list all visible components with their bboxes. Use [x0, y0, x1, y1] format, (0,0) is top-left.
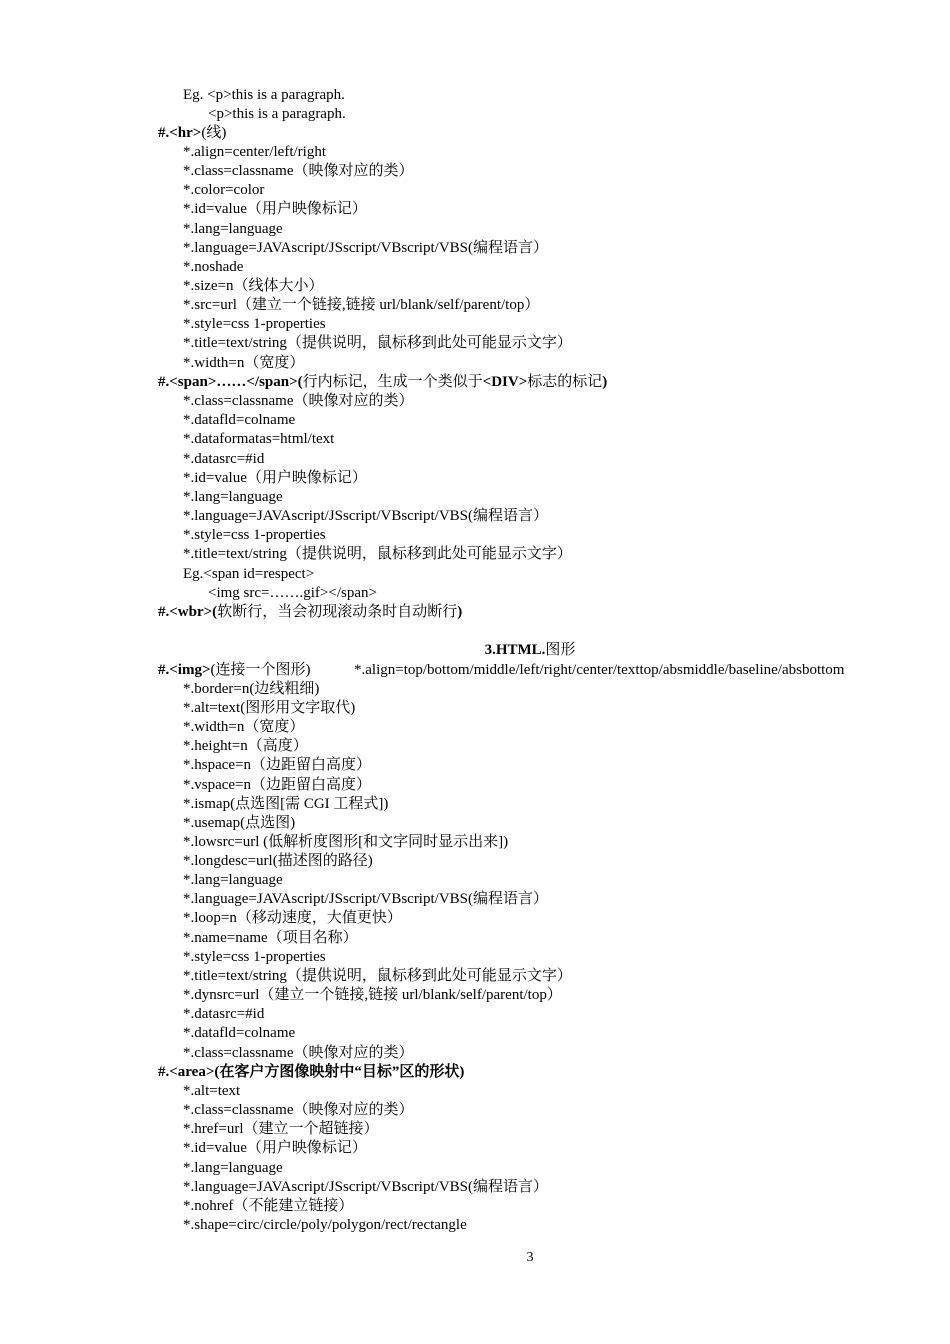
attribute-line: *.datafld=colname [183, 1025, 296, 1041]
attribute-line: *.language=JAVAscript/JSscript/VBscript/VBS(编程语言） [183, 1179, 548, 1195]
attribute-line: *.vspace=n（边距留白高度） [183, 777, 372, 793]
section-number: 3.HTML. [484, 642, 546, 658]
attribute-line: *.title=text/string（提供说明，鼠标移到此处可能显示文字） [183, 968, 572, 984]
text-line: Eg. <p>this is a paragraph. [183, 87, 345, 103]
text-line: <img src=…….gif></span> [208, 585, 377, 601]
attribute-line: *.height=n（高度） [183, 738, 308, 754]
text-line: <p>this is a paragraph. [208, 106, 346, 122]
attribute-line: *.id=value（用户映像标记） [183, 1140, 367, 1156]
section-title [0, 641, 950, 660]
attribute-line: *.size=n（线体大小） [183, 278, 324, 294]
attribute-line: *.datasrc=#id [183, 1006, 265, 1022]
attribute-line: *.ismap(点选图[需 CGI 工程式]) [183, 796, 389, 812]
tag-name: #.<area> [158, 1064, 215, 1080]
attribute-line: *.src=url（建立一个链接,链接 url/blank/self/parent/top） [183, 297, 540, 313]
attribute-line: *.lang=language [183, 872, 283, 888]
tag-desc-end: 标志的标记 [527, 374, 603, 390]
attribute-line: *.alt=text(图形用文字取代) [183, 700, 356, 716]
attribute-line: *.class=classname（映像对应的类） [183, 393, 414, 409]
tag-ref: <DIV> [482, 374, 528, 390]
tag-desc: (线) [201, 125, 227, 141]
text-line: Eg.<span id=respect> [183, 566, 315, 582]
attribute-line: *.longdesc=url(描述图的路径) [183, 853, 373, 869]
attribute-line: *.class=classname（映像对应的类） [183, 1045, 414, 1061]
tag-desc: (在客户方图像映射中“目标”区的形状) [214, 1064, 465, 1080]
attribute-line: *.hspace=n（边距留白高度） [183, 757, 372, 773]
attribute-line: *.style=css 1-properties [183, 316, 326, 332]
attribute-line: *.shape=circ/circle/poly/polygon/rect/rectangle [183, 1217, 467, 1233]
tag-desc: 行内标记，生成一个类似于 [302, 374, 483, 390]
attribute-line: *.nohref（不能建立链接） [183, 1198, 354, 1214]
tag-heading-hr [158, 124, 226, 143]
attribute-line: *.language=JAVAscript/JSscript/VBscript/VBS(编程语言） [183, 891, 548, 907]
attribute-line: *.lowsrc=url (低解析度图形[和文字同时显示出来]) [183, 834, 509, 850]
attribute-line: *.loop=n（移动速度，大值更快） [183, 910, 402, 926]
attribute-line: *.class=classname（映像对应的类） [183, 163, 414, 179]
attribute-line: *.title=text/string（提供说明，鼠标移到此处可能显示文字） [183, 546, 572, 562]
tag-desc: 软断行，当会初现滚动条时自动断行 [217, 604, 458, 620]
attribute-line: *.id=value（用户映像标记） [183, 470, 367, 486]
attribute-line: *.style=css 1-properties [183, 949, 326, 965]
tag-heading-wbr [158, 603, 462, 622]
tag-name: #.<img> [158, 662, 211, 678]
attribute-line: *.width=n（宽度） [183, 719, 305, 735]
attribute-line: *.dynsrc=url（建立一个链接,链接 url/blank/self/parent/top） [183, 987, 562, 1003]
attribute-line: *.width=n（宽度） [183, 355, 305, 371]
tag-desc: (连接一个图形) [210, 662, 311, 678]
attribute-line: *.language=JAVAscript/JSscript/VBscript/VBS(编程语言） [183, 240, 548, 256]
attribute-line: *.title=text/string（提供说明，鼠标移到此处可能显示文字） [183, 335, 572, 351]
tag-close: ) [457, 604, 463, 620]
attribute-line: *.datasrc=#id [183, 451, 265, 467]
attribute-line: *.align=top/bottom/middle/left/right/center/texttop/absmiddle/baseline/absbottom [354, 662, 845, 678]
attribute-line: *.lang=language [183, 1160, 283, 1176]
attribute-line: *.border=n(边线粗细) [183, 681, 320, 697]
attribute-line: *.name=name（项目名称） [183, 930, 358, 946]
attribute-line: *.alt=text [183, 1083, 241, 1099]
section-name: 图形 [545, 642, 576, 658]
page-number: 3 [526, 1250, 534, 1265]
attribute-line: *.class=classname（映像对应的类） [183, 1102, 414, 1118]
attribute-line: *.dataformatas=html/text [183, 431, 335, 447]
tag-close: ) [602, 374, 608, 390]
tag-heading-area [158, 1063, 464, 1082]
tag-heading-span [158, 373, 607, 392]
attribute-line: *.color=color [183, 182, 265, 198]
tag-heading-img [158, 661, 311, 680]
attribute-line: *.noshade [183, 259, 244, 275]
attribute-line: *.datafld=colname [183, 412, 296, 428]
tag-name: #.<span>……</span>( [158, 374, 303, 390]
tag-name: #.<hr> [158, 125, 202, 141]
attribute-line: *.lang=language [183, 489, 283, 505]
attribute-line: *.align=center/left/right [183, 144, 326, 160]
attribute-line: *.usemap(点选图) [183, 815, 296, 831]
attribute-line: *.style=css 1-properties [183, 527, 326, 543]
attribute-line: *.lang=language [183, 221, 283, 237]
tag-name: #.<wbr>( [158, 604, 218, 620]
attribute-line: *.href=url（建立一个超链接） [183, 1121, 379, 1137]
attribute-line: *.id=value（用户映像标记） [183, 201, 367, 217]
attribute-line: *.language=JAVAscript/JSscript/VBscript/VBS(编程语言） [183, 508, 548, 524]
